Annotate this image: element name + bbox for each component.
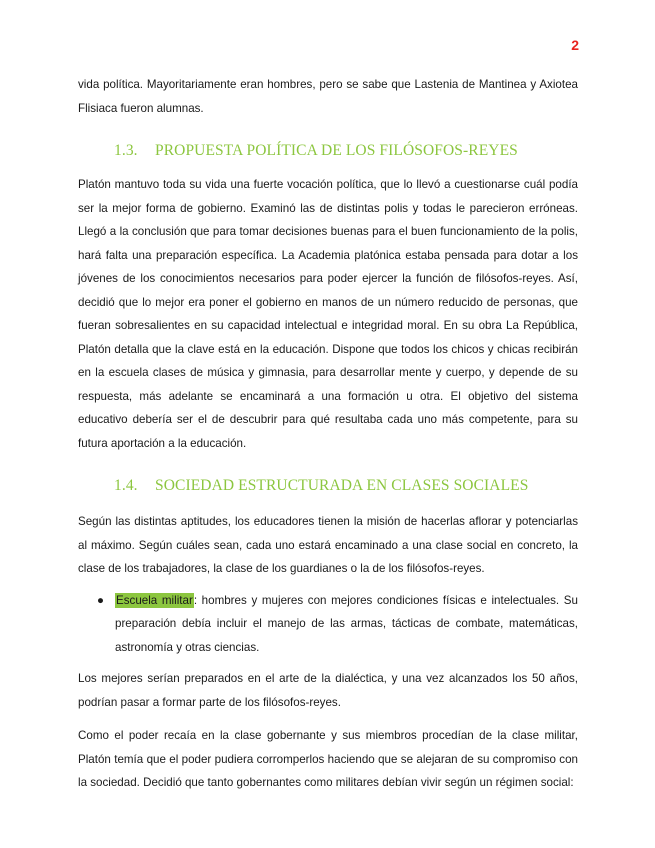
- section-1-3-paragraph: Platón mantuvo toda su vida una fuerte vocación política, que lo llevó a cuestionarse cuál podía ser la mejor forma de gobierno. Examinó las de distintas polis y todas le parecieron erróneas. Llegó a la conclusión que para tomar decisiones buenas para el buen funcionamiento de la polis, hará falta una preparación específica. La Academia platónica estaba pensada para dotar a los jóvenes de los conocimientos necesarios para poder ejercer la función de filósofos-reyes. Así, decidió que lo mejor era poner el gobierno en manos de un número reducido de personas, que fueran sobresalientes en su capacidad intelectual e integridad moral. En su obra La República, Platón detalla que la clave está en la educación. Dispone que todos los chicos y chicas recibirán en la escuela clases de música y gimnasia, para desarrollar mente y cuerpo, y depende de su respuesta, más adelante se encaminará a una formación u otra. El objetivo del sistema educativo debería ser el de descubrir para qué resultaba cada uno más competente, para su futura aportación a la educación.: [78, 178, 578, 450]
- section-number: 1.3.: [114, 142, 138, 159]
- section-1-4-paragraph-3: Como el poder recaía en la clase gobernante y sus miembros procedían de la clase militar, Platón temía que el poder pudiera corromperlos haciendo que se alejaran de su compromiso con la sociedad. Decidió que tanto gobernantes como militares debían vivir según un régimen social:: [78, 729, 578, 789]
- section-1-4-paragraph-2: Los mejores serían preparados en el arte de la dialéctica, y una vez alcanzados los 50 años, podrían pasar a formar parte de los filósofos-reyes.: [78, 672, 578, 709]
- section-number: 1.4.: [114, 477, 138, 494]
- list-item-text: : hombres y mujeres con mejores condiciones físicas e intelectuales. Su preparación debía incluir el manejo de las armas, tácticas de combate, matemáticas, astronomía y otras ciencias.: [115, 593, 578, 654]
- page-number: 2: [571, 37, 579, 53]
- section-title: SOCIEDAD ESTRUCTURADA EN CLASES SOCIALES: [155, 477, 529, 494]
- section-heading-1-4: [78, 475, 578, 497]
- section-heading-1-3: [78, 140, 578, 162]
- document-body: [78, 73, 578, 795]
- intro-paragraph: vida política. Mayoritariamente eran hombres, pero se sabe que Lastenia de Mantinea y Axiotea Flisiaca fueron alumnas.: [78, 78, 578, 115]
- highlighted-term: Escuela militar: [116, 593, 193, 607]
- section-title: PROPUESTA POLÍTICA DE LOS FILÓSOFOS-REYES: [155, 142, 518, 159]
- bullet-icon: ●: [97, 593, 105, 607]
- list-item: [78, 589, 578, 660]
- bullet-list: [78, 589, 578, 660]
- section-1-4-paragraph: Según las distintas aptitudes, los educadores tienen la misión de hacerlas aflorar y potenciarlas al máximo. Según cuáles sean, cada uno estará encaminado a una clase social en concreto, la clase de los trabajadores, la clase de los guardianes o la de los filósofos-reyes.: [78, 515, 578, 575]
